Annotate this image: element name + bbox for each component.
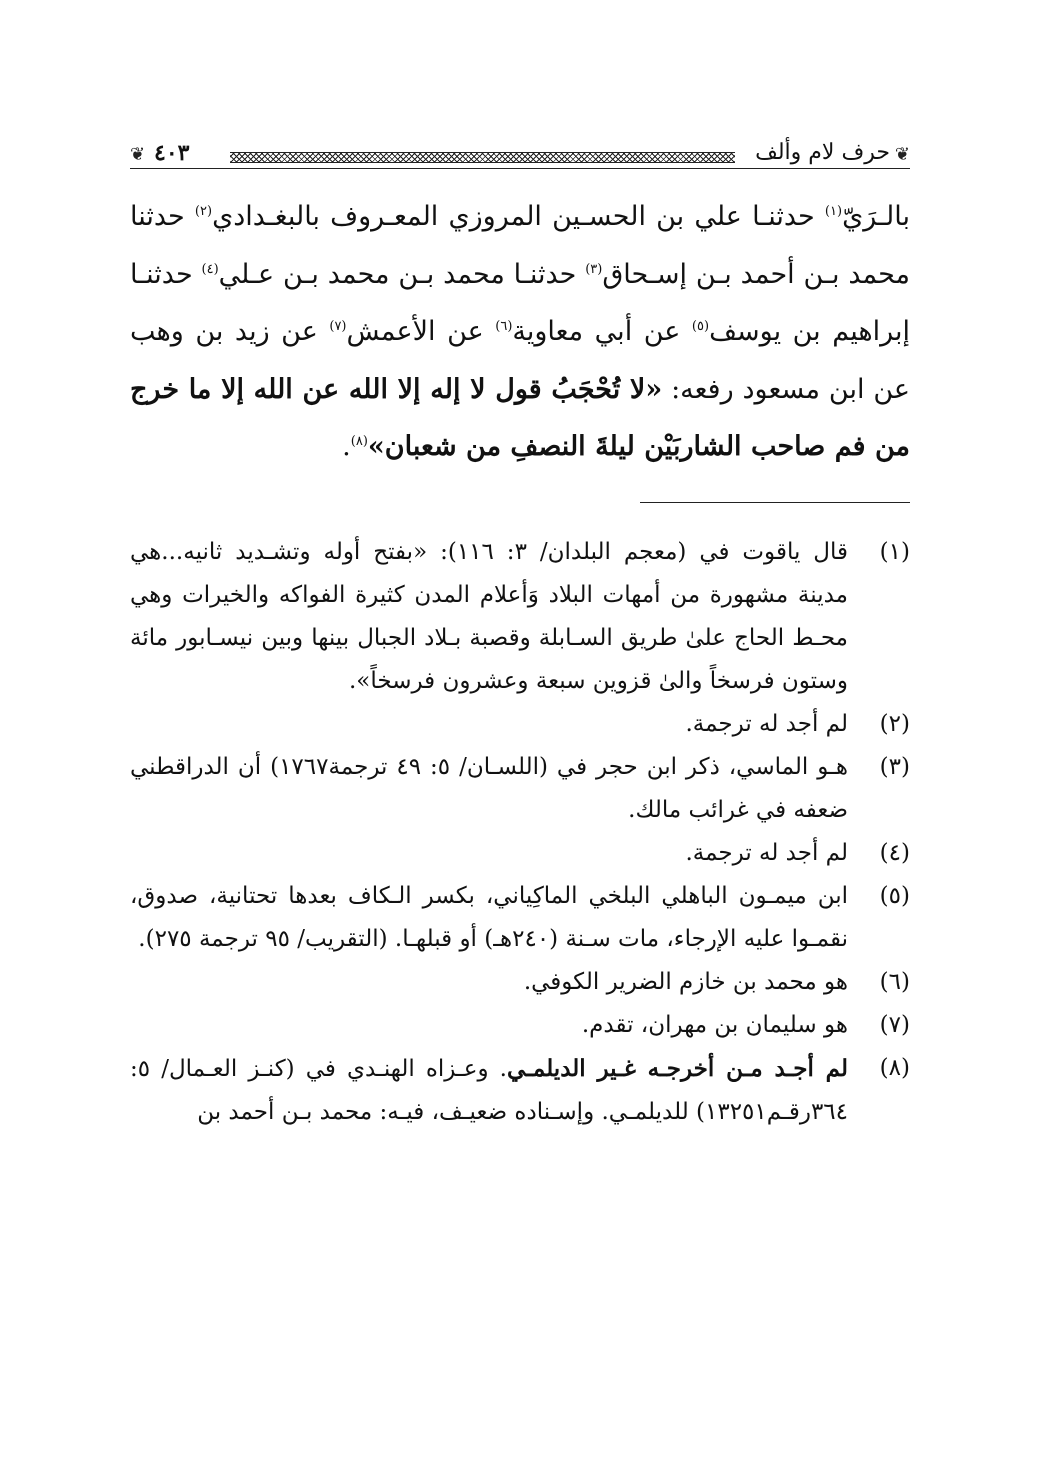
footnote-ref: (٢) <box>194 204 213 219</box>
ornament-icon-right: ❦ <box>894 144 910 165</box>
footnote-number: (٥) <box>879 883 910 909</box>
text-segment: عن الأعمش <box>346 316 496 347</box>
text-segment: عن أبي معاوية <box>512 316 692 347</box>
footnote <box>130 1047 910 1134</box>
text-segment: حدثنا محمد بـن أحمد بـن إسـحاق <box>130 201 910 290</box>
text-segment: حدثنـا علي بن الحسـين المروزي المعـروف بالبغـدادي <box>212 201 825 232</box>
hadith-quote: «لا تُحْجَبُ قول لا إله إلا الله عن الله إلا ما خرج من فم صاحب الشاربَيْن ليلةَ النصفِ من شعبان» <box>130 373 910 462</box>
footnote-number: (١) <box>879 539 910 565</box>
footnote <box>130 832 910 875</box>
footnote-text <box>130 832 848 875</box>
footnotes <box>130 531 910 1134</box>
footnote-text-segment: لم أجـد مـن أخرجـه غـير الديلمـي <box>506 1055 848 1082</box>
text-segment: حدثنـا إبراهيم بن يوسف <box>130 258 910 347</box>
running-title: حرف لام وألف <box>755 140 890 165</box>
footnote-text <box>130 1004 848 1047</box>
text-segment: بالـرَيّ <box>842 201 910 232</box>
footnote-text-segment: لم أجد له ترجمة. <box>685 711 848 737</box>
footnote-separator <box>640 502 910 503</box>
footnote <box>130 961 910 1004</box>
footnote-number: (٧) <box>879 1012 910 1038</box>
footnote-text-segment: قال ياقوت في (معجم البلدان/ ٣: ١١٦): «بفتح أوله وتشـديد ثانيه...هي مدينة مشهورة من أمهات البلاد وَأعلام المدن كثيرة الفواكه والخيرات وهي محـط الحاج علىٰ طريق السـابلة وقصبة بـلاد الجبال بينها وبين نيسـابور مائة وستون فرسخاً والىٰ قزوين سبعة وعشرون فرسخاً». <box>130 539 848 694</box>
main-text <box>130 188 910 476</box>
footnote-number: (٤) <box>879 840 910 866</box>
footnote-ref: (٦) <box>495 319 513 334</box>
text-segment: . <box>342 431 351 462</box>
footnote-ref: (١) <box>824 204 843 219</box>
footnote-text <box>130 961 848 1004</box>
footnote <box>130 1004 910 1047</box>
footnote-ref: (٣) <box>585 261 603 277</box>
footnote-text-segment: . وعـزاه الهنـدي في (كنـز العـمال/ ٥: ٣٦٤رقـم١٣٢٥١) للديلمـي. وإسـناده ضعيـف، فيـه: محمد بـن أحمد بن <box>130 1056 848 1125</box>
footnote-number: (٨) <box>879 1055 910 1081</box>
footnote <box>130 531 910 703</box>
text-segment: حدثنـا محمد بـن محمد بـن عـلي <box>218 258 586 290</box>
footnote-text-segment: لم أجد له ترجمة. <box>685 840 848 866</box>
footnote-text <box>130 746 848 832</box>
footnote-ref: (٤) <box>201 261 219 277</box>
footnote-number: (٣) <box>879 754 910 780</box>
footnote-ref: (٥) <box>691 319 710 334</box>
main-paragraph <box>130 188 910 476</box>
footnote <box>130 746 910 832</box>
page-number: ٤٠٣ <box>154 140 190 166</box>
footnote-text-segment: هو سليمان بن مهران، تقدم. <box>581 1012 848 1038</box>
text-segment: عن زيد بن وهب عن ابن مسعود رفعه: <box>130 316 910 405</box>
decorative-band <box>230 152 735 163</box>
footnote-text-segment: هو محمد بن خازم الضرير الكوفي. <box>523 969 848 995</box>
footnote-text <box>130 531 848 703</box>
ornament-icon-left: ❦ <box>130 144 146 165</box>
header-rule <box>130 168 910 169</box>
footnote <box>130 875 910 961</box>
footnote-ref: (٨) <box>350 434 368 449</box>
footnote-text <box>130 1047 848 1134</box>
footnote-text <box>130 703 848 746</box>
footnote-ref: (٧) <box>329 319 347 334</box>
page-header <box>130 140 910 176</box>
footnote-number: (٦) <box>879 969 910 995</box>
footnote-number: (٢) <box>879 711 910 737</box>
footnote-text <box>130 875 848 961</box>
footnote <box>130 703 910 746</box>
footnote-text-segment: هـو الماسي، ذكر ابن حجر في (اللسـان/ ٥: ٤٩ ترجمة١٧٦٧) أن الدراقطني ضعفه في غرائب مالك. <box>130 754 848 823</box>
footnote-text-segment: ابن ميمـون الباهلي البلخي الماكِياني، بكسر الـكاف بعدها تحتانية، صدوق، نقمـوا عليه الإرجاء، مات سـنة (٢٤٠هـ) أو قبلهـا. (التقريب/ ٩٥ ترجمة ٢٧٥). <box>130 883 848 952</box>
